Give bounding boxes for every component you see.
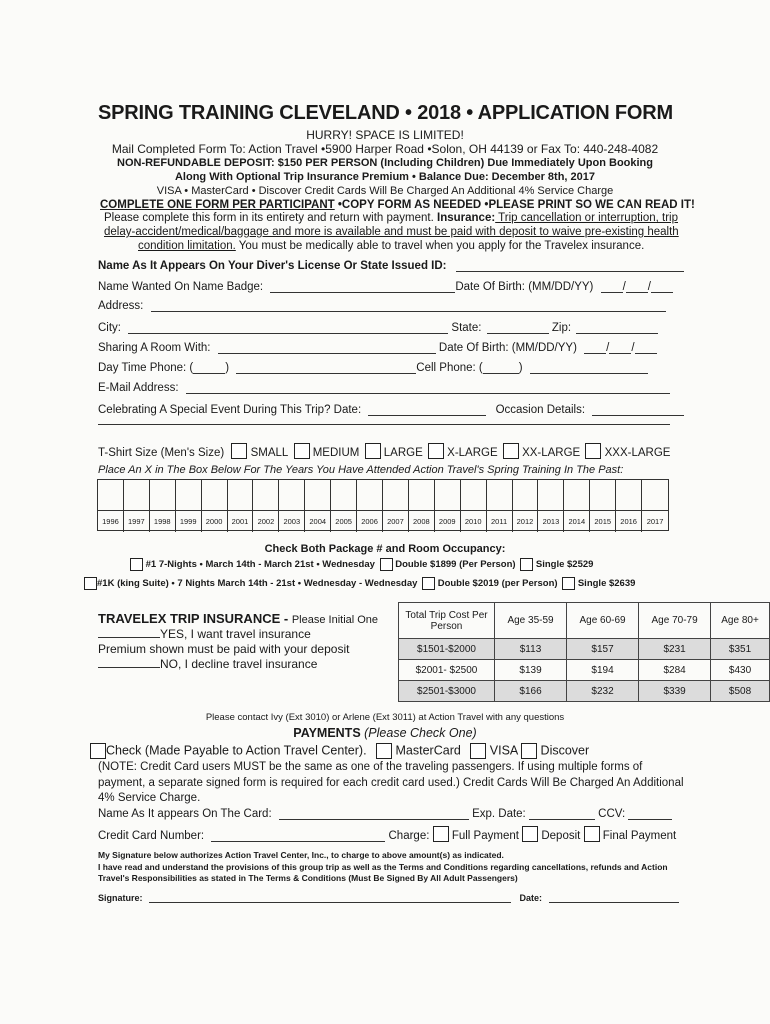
year-checkbox[interactable] xyxy=(202,480,228,510)
day-phone-label: Day Time Phone: ( xyxy=(98,362,194,374)
charge-final-checkbox[interactable] xyxy=(584,826,600,842)
package-1k-row xyxy=(84,577,635,590)
charge-full-checkbox[interactable] xyxy=(433,826,449,842)
pay-discover-checkbox[interactable] xyxy=(521,743,537,759)
year-label: 2005 xyxy=(331,510,357,532)
payment-note-3: 4% Service Charge. xyxy=(98,792,201,804)
cell-phone-close: ) xyxy=(518,362,523,374)
address-input[interactable] xyxy=(151,302,666,312)
tshirt-xxlarge-label: XX-LARGE xyxy=(522,447,581,459)
year-checkbox[interactable] xyxy=(642,480,668,510)
insurance-desc-a: Trip cancellation or interruption, trip xyxy=(495,212,678,224)
insurance-yes-initial-input[interactable] xyxy=(98,628,160,638)
zip-input[interactable] xyxy=(576,324,658,334)
tshirt-large-checkbox[interactable] xyxy=(365,443,381,459)
payments-title: PAYMENTS xyxy=(293,726,361,740)
year-checkbox[interactable] xyxy=(590,480,616,510)
year-label: 2010 xyxy=(461,510,487,532)
table-row xyxy=(399,660,770,681)
package-1-double-checkbox[interactable] xyxy=(380,558,393,571)
dob-day-input[interactable] xyxy=(626,283,648,293)
insurance-desc-b: delay-accident/medical/baggage and more is available and must be paid with deposit to waive pre-existing health xyxy=(104,226,679,238)
year-label: 2017 xyxy=(642,510,668,532)
payment-note-2: payment, a separate signed form is required for each credit card used.) Credit Cards Will Be Charged An Additional xyxy=(98,777,684,789)
year-label: 1999 xyxy=(176,510,202,532)
ins-cell: $2001- $2500 xyxy=(399,660,495,681)
year-checkbox[interactable] xyxy=(538,480,564,510)
ins-cell: $139 xyxy=(495,660,567,681)
year-checkbox[interactable] xyxy=(253,480,279,510)
travelex-initial: Please Initial One xyxy=(291,614,379,626)
year-checkbox[interactable] xyxy=(409,480,435,510)
hurry-text: HURRY! SPACE IS LIMITED! xyxy=(306,128,464,142)
ins-header-age-70-79: Age 70-79 xyxy=(639,603,711,639)
package-1-label: #1 7-Nights • March 14th - March 21st • Wednesday xyxy=(145,559,375,571)
card-name-input[interactable] xyxy=(279,810,469,820)
charge-deposit-checkbox[interactable] xyxy=(522,826,538,842)
cell-phone-input[interactable] xyxy=(530,364,648,374)
pay-discover-label: Discover xyxy=(540,743,590,758)
celebrating-date-input[interactable] xyxy=(368,406,486,416)
dob-label: Date Of Birth: (MM/DD/YY) xyxy=(455,281,594,293)
year-checkbox[interactable] xyxy=(435,480,461,510)
years-instruction: Place An X in The Box Below For The Years You Have Attended Action Travel's Spring Training In The Past: xyxy=(98,464,624,476)
city-label: City: xyxy=(98,322,121,334)
email-input[interactable] xyxy=(186,384,670,394)
year-checkbox[interactable] xyxy=(461,480,487,510)
insurance-no-row xyxy=(98,657,317,671)
name-license-label: Name As It Appears On Your Diver's License Or State Issued ID: xyxy=(98,260,447,272)
tshirt-small-label: SMALL xyxy=(250,447,289,459)
pay-mastercard-checkbox[interactable] xyxy=(376,743,392,759)
dob2-label: Date Of Birth: (MM/DD/YY) xyxy=(438,342,577,354)
celebrating-row xyxy=(98,404,670,420)
year-label: 2014 xyxy=(564,510,590,532)
day-phone-input[interactable] xyxy=(236,364,416,374)
ins-cell: $2501-$3000 xyxy=(399,681,495,702)
travelex-title: TRAVELEX TRIP INSURANCE - xyxy=(98,611,292,626)
tshirt-xlarge-checkbox[interactable] xyxy=(428,443,444,459)
tshirt-large-label: LARGE xyxy=(383,447,423,459)
zip-label: Zip: xyxy=(551,322,572,334)
state-label: State: xyxy=(451,322,482,334)
card-name-row xyxy=(98,808,670,824)
year-checkbox[interactable] xyxy=(513,480,539,510)
tshirt-medium-checkbox[interactable] xyxy=(294,443,310,459)
tshirt-label: T-Shirt Size (Men's Size) xyxy=(98,447,225,459)
name-badge-label: Name Wanted On Name Badge: xyxy=(98,281,264,293)
package-1-double-label: Double $1899 (Per Person) xyxy=(395,559,516,571)
sharing-input[interactable] xyxy=(218,344,436,354)
ins-header-age-80: Age 80+ xyxy=(711,603,770,639)
city-input[interactable] xyxy=(128,324,448,334)
ccv-label: CCV: xyxy=(598,808,626,820)
ins-cell: $1501-$2000 xyxy=(399,639,495,660)
contact-text: Please contact Ivy (Ext 3010) or Arlene (Ext 3011) at Action Travel with any questions xyxy=(205,712,565,723)
year-label: 1996 xyxy=(98,510,124,532)
insurance-no-initial-input[interactable] xyxy=(98,658,160,668)
signature-terms-text-2: Travel's Responsibilities as stated in The Terms & Conditions (Must Be Signed By All Adult Passengers) xyxy=(98,873,518,883)
payments-subtitle: (Please Check One) xyxy=(360,726,477,740)
payment-note-1: (NOTE: Credit Card users MUST be the same as one of the traveling passengers. If using multiple forms of xyxy=(98,761,643,773)
tshirt-medium-label: MEDIUM xyxy=(312,447,360,459)
celebrating-label: Celebrating A Special Event During This Trip? Date: xyxy=(98,404,362,416)
state-input[interactable] xyxy=(487,324,549,334)
year-checkbox[interactable] xyxy=(279,480,305,510)
ins-header-age-35-59: Age 35-59 xyxy=(495,603,567,639)
year-checkbox[interactable] xyxy=(331,480,357,510)
year-label: 2015 xyxy=(590,510,616,532)
table-row xyxy=(399,639,770,660)
tshirt-xxlarge-checkbox[interactable] xyxy=(503,443,519,459)
signature-terms-text-1: I have read and understand the provisions of this group trip as well as the Terms and Conditions regarding cancellations, refunds and Action xyxy=(98,862,668,872)
copy-form-text: •COPY FORM AS NEEDED •PLEASE PRINT SO WE CAN READ IT! xyxy=(334,199,695,211)
pay-visa-label: VISA xyxy=(489,743,518,758)
exp-date-label: Exp. Date: xyxy=(472,808,526,820)
ins-cell: $194 xyxy=(567,660,639,681)
package-1-checkbox[interactable] xyxy=(130,558,143,571)
balance-due-text: Along With Optional Trip Insurance Premium • Balance Due: December 8th, 2017 xyxy=(174,171,596,183)
ins-cell: $508 xyxy=(711,681,770,702)
email-label: E-Mail Address: xyxy=(98,382,179,394)
year-checkbox[interactable] xyxy=(357,480,383,510)
package-1-single-label: Single $2529 xyxy=(535,559,594,571)
insurance-no-label: NO, I decline travel insurance xyxy=(160,657,318,671)
insurance-line-1 xyxy=(104,212,678,224)
ins-cell: $166 xyxy=(495,681,567,702)
day-phone-close: ) xyxy=(225,362,230,374)
pay-visa-checkbox[interactable] xyxy=(470,743,486,759)
dob-year-input[interactable] xyxy=(651,283,673,293)
charge-deposit-label: Deposit xyxy=(541,830,581,842)
dob2-year-input[interactable] xyxy=(635,344,657,354)
charge-label: Charge: xyxy=(388,830,430,842)
year-checkbox[interactable] xyxy=(176,480,202,510)
year-checkbox[interactable] xyxy=(564,480,590,510)
insurance-premium-table xyxy=(398,602,770,702)
signature-date-input[interactable] xyxy=(549,893,679,903)
ins-cell: $231 xyxy=(639,639,711,660)
table-row xyxy=(399,681,770,702)
dob2-month-input[interactable] xyxy=(584,344,606,354)
ins-cell: $284 xyxy=(639,660,711,681)
ins-cell: $430 xyxy=(711,660,770,681)
ins-cell: $232 xyxy=(567,681,639,702)
card-number-row xyxy=(98,826,677,844)
tshirt-xlarge-label: X-LARGE xyxy=(447,447,498,459)
year-label: 2012 xyxy=(513,510,539,532)
ins-header-cost: Total Trip Cost Per Person xyxy=(399,603,495,639)
year-checkbox[interactable] xyxy=(124,480,150,510)
occasion-input[interactable] xyxy=(592,406,684,416)
year-label: 2009 xyxy=(435,510,461,532)
signature-input[interactable] xyxy=(149,893,511,903)
insurance-desc-d: You must be medically able to travel when you apply for the Travelex insurance. xyxy=(235,240,645,252)
year-checkbox[interactable] xyxy=(98,480,124,510)
year-label: 2008 xyxy=(409,510,435,532)
email-row xyxy=(98,382,670,398)
year-label: 1998 xyxy=(150,510,176,532)
package-1k-label: #1K (king Suite) • 7 Nights March 14th - 21st • Wednesday - Wednesday xyxy=(97,578,418,590)
payment-methods-row xyxy=(90,743,589,759)
cell-phone-label: Cell Phone: ( xyxy=(416,362,483,374)
package-1k-single-label: Single $2639 xyxy=(577,578,636,590)
card-number-input[interactable] xyxy=(211,832,385,842)
package-1k-checkbox[interactable] xyxy=(84,577,97,590)
year-checkbox[interactable] xyxy=(228,480,254,510)
insurance-label: Insurance: xyxy=(437,212,496,224)
deposit-text: NON-REFUNDABLE DEPOSIT: $150 PER PERSON (Including Children) Due Immediately Upon Booking xyxy=(117,157,653,169)
year-checkbox[interactable] xyxy=(616,480,642,510)
year-label: 2002 xyxy=(253,510,279,532)
please-complete-text: Please complete this form in its entirety and return with payment. xyxy=(104,212,438,224)
years-attended-grid xyxy=(97,479,669,531)
signature-authorize-text: My Signature below authorizes Action Travel Center, Inc., to charge to above amount(s) as indicated. xyxy=(98,850,504,860)
year-checkbox[interactable] xyxy=(305,480,331,510)
year-label: 2016 xyxy=(616,510,642,532)
insurance-yes-row xyxy=(98,627,311,641)
pay-check-label: Check (Made Payable to Action Travel Center). xyxy=(106,743,367,758)
package-1-single-checkbox[interactable] xyxy=(520,558,533,571)
pay-mastercard-label: MasterCard xyxy=(395,743,461,758)
ccv-input[interactable] xyxy=(628,810,672,820)
year-label: 2006 xyxy=(357,510,383,532)
address-row xyxy=(98,300,670,316)
signature-label: Signature: xyxy=(98,893,143,903)
year-checkbox[interactable] xyxy=(383,480,409,510)
year-label: 2013 xyxy=(538,510,564,532)
mail-to-text: Mail Completed Form To: Action Travel •5900 Harper Road •Solon, OH 44139 or Fax To: 440-248-4082 xyxy=(111,142,659,156)
charge-full-label: Full Payment xyxy=(451,830,519,842)
year-label: 2000 xyxy=(202,510,228,532)
payments-title-row xyxy=(95,726,675,740)
insurance-line-3 xyxy=(138,240,644,252)
card-name-label: Name As It appears On The Card: xyxy=(98,808,272,820)
signature-row xyxy=(98,893,670,909)
year-label: 2011 xyxy=(487,510,513,532)
sharing-row: Sharing A Room With: Date Of Birth: (MM/DD/YY) / / xyxy=(98,342,670,358)
cell-phone-area-input[interactable] xyxy=(483,364,519,374)
year-checkbox[interactable] xyxy=(150,480,176,510)
year-label: 2004 xyxy=(305,510,331,532)
address-label: Address: xyxy=(98,300,144,312)
insurance-yes-label: YES, I want travel insurance xyxy=(160,627,311,641)
phone-row xyxy=(98,362,670,378)
one-form-line xyxy=(100,199,695,211)
package-1k-double-checkbox[interactable] xyxy=(422,577,435,590)
signature-date-label: Date: xyxy=(519,893,543,903)
year-label: 2001 xyxy=(228,510,254,532)
ins-cell: $113 xyxy=(495,639,567,660)
name-badge-input[interactable] xyxy=(270,283,455,293)
occasion-label: Occasion Details: xyxy=(495,404,586,416)
ins-cell: $157 xyxy=(567,639,639,660)
year-checkbox[interactable] xyxy=(487,480,513,510)
insurance-premium-text: Premium shown must be paid with your deposit xyxy=(98,642,350,656)
insurance-desc-c: condition limitation. xyxy=(138,240,236,252)
extra-line xyxy=(98,424,670,425)
dob-month-input[interactable] xyxy=(601,283,623,293)
ins-cell: $339 xyxy=(639,681,711,702)
dob2-day-input[interactable] xyxy=(609,344,631,354)
form-title: SPRING TRAINING CLEVELAND • 2018 • APPLICATION FORM xyxy=(98,102,673,124)
packages-title: Check Both Package # and Room Occupancy: xyxy=(264,543,506,555)
exp-date-input[interactable] xyxy=(529,810,595,820)
tshirt-small-checkbox[interactable] xyxy=(231,443,247,459)
card-surcharge-text: VISA • MasterCard • Discover Credit Cards Will Be Charged An Additional 4% Service Charge xyxy=(156,185,614,197)
ins-cell: $351 xyxy=(711,639,770,660)
name-license-input[interactable] xyxy=(456,262,684,272)
city-row xyxy=(98,322,670,338)
ins-header-age-60-69: Age 60-69 xyxy=(567,603,639,639)
name-badge-row: Name Wanted On Name Badge: Date Of Birth: (MM/DD/YY) / / xyxy=(98,281,670,297)
package-1-row xyxy=(130,558,593,571)
year-label: 2003 xyxy=(279,510,305,532)
package-1k-single-checkbox[interactable] xyxy=(562,577,575,590)
year-label: 2007 xyxy=(383,510,409,532)
pay-check-checkbox[interactable] xyxy=(90,743,106,759)
one-form-text: COMPLETE ONE FORM PER PARTICIPANT xyxy=(100,199,335,211)
travelex-title-row xyxy=(98,611,378,626)
year-label: 1997 xyxy=(124,510,150,532)
tshirt-xxxlarge-label: XXX-LARGE xyxy=(604,447,671,459)
package-1k-double-label: Double $2019 (per Person) xyxy=(437,578,558,590)
charge-final-label: Final Payment xyxy=(602,830,677,842)
card-number-label: Credit Card Number: xyxy=(98,830,205,842)
day-phone-area-input[interactable] xyxy=(193,364,225,374)
tshirt-xxxlarge-checkbox[interactable] xyxy=(585,443,601,459)
name-license-row xyxy=(98,260,670,276)
tshirt-row xyxy=(98,443,670,463)
sharing-label: Sharing A Room With: xyxy=(98,342,211,354)
